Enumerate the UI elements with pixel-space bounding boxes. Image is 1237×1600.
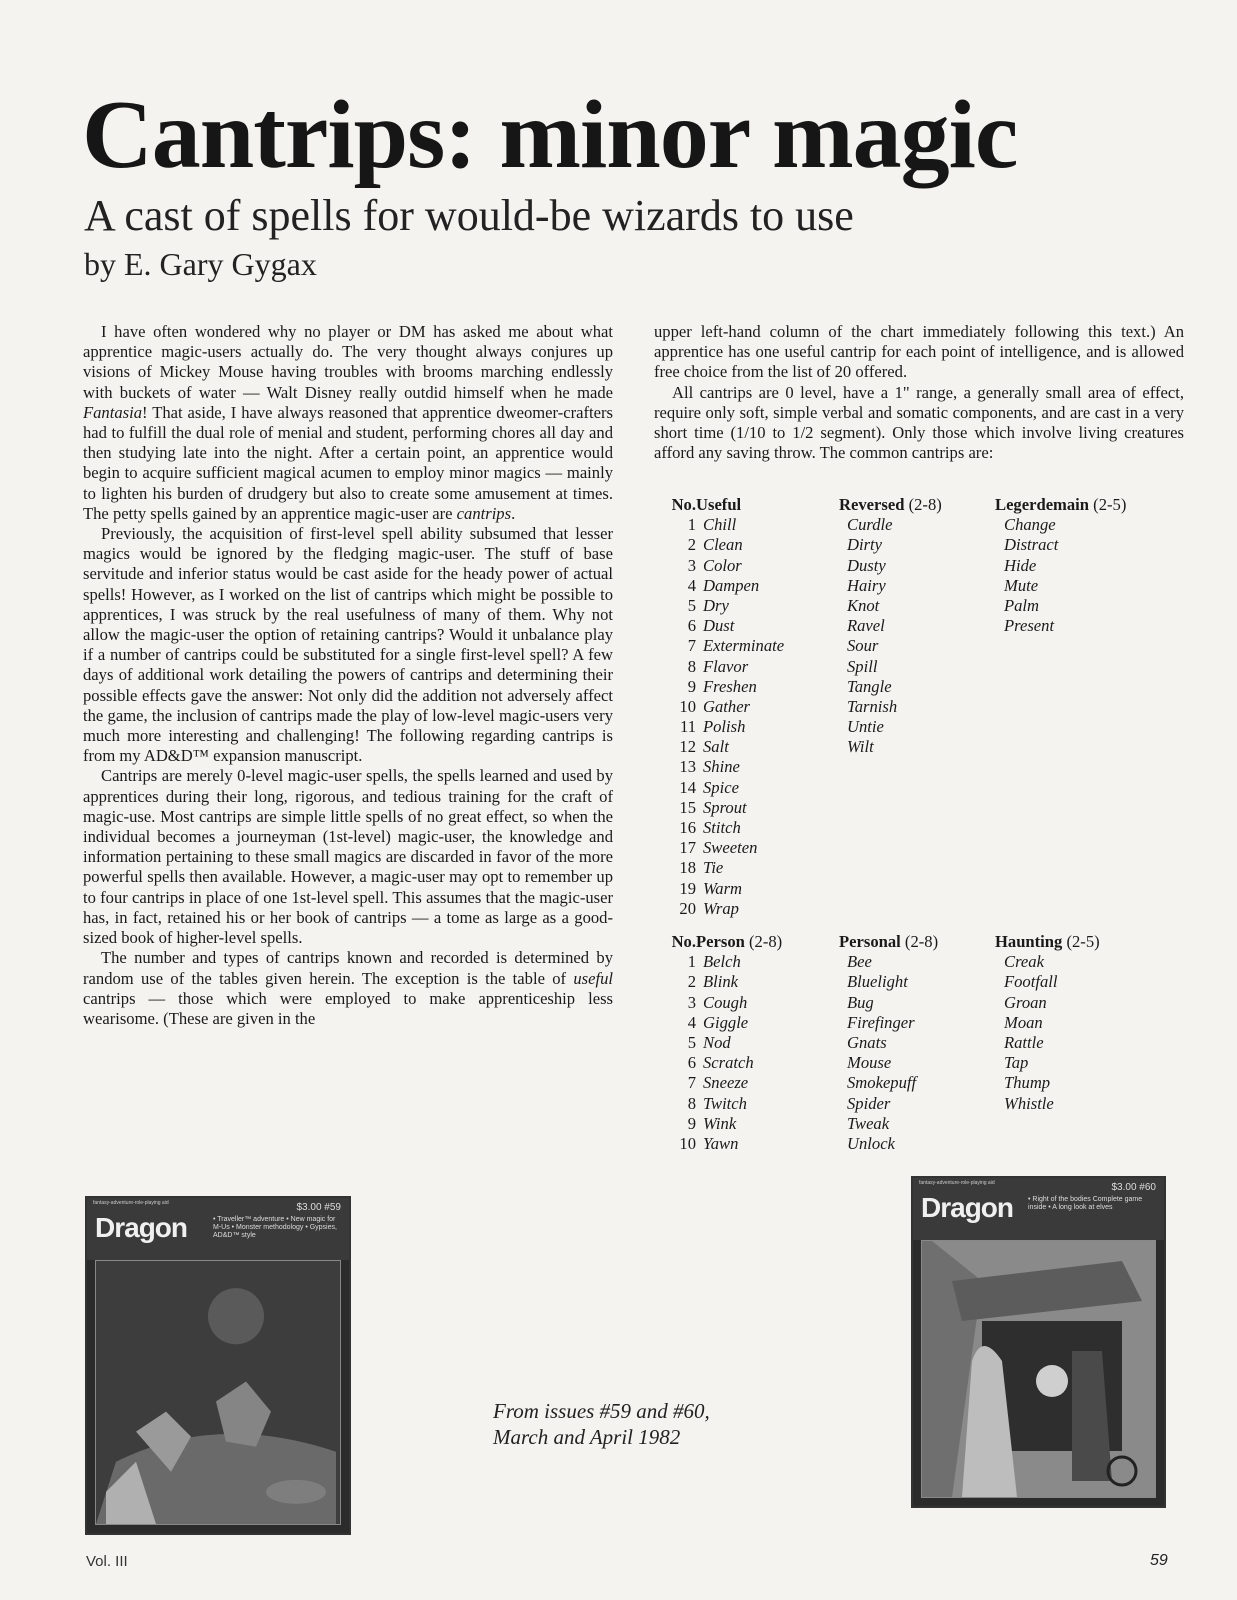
cantrip-col-3: Hide (1004, 555, 1037, 575)
cantrip-col-1: Nod (703, 1032, 731, 1052)
cantrip-col-2: Knot (847, 595, 880, 615)
magazine-cover-60 (911, 1176, 1166, 1508)
cantrip-col-1: Sweeten (703, 838, 758, 858)
header-haunting (995, 932, 1100, 952)
cantrip-col-2: Gnats (847, 1032, 887, 1052)
cantrip-table-useful (656, 495, 1186, 919)
cantrip-col-2: Hairy (847, 575, 886, 595)
cantrip-col-2: Dirty (847, 535, 883, 555)
cantrip-col-2: Mouse (847, 1053, 892, 1073)
table-row (656, 1073, 1186, 1093)
cantrip-col-1: Color (703, 555, 742, 575)
cantrip-col-3: Change (1004, 515, 1056, 535)
row-number: 5 (687, 1032, 696, 1052)
cover-price: $3.00 #60 (1111, 1182, 1156, 1193)
right-column (654, 322, 1184, 463)
cover-price: $3.00 #59 (296, 1202, 341, 1213)
cantrip-col-3: Distract (1004, 535, 1059, 555)
header-personal-range: (2-8) (904, 932, 939, 951)
row-number: 2 (687, 972, 696, 992)
cover-blurb: • Right of the bodies Complete game inside • A long look at elves (1028, 1196, 1143, 1211)
row-number: 13 (679, 757, 696, 777)
volume-label: Vol. III (86, 1553, 128, 1570)
header-haunting-range: (2-5) (1066, 932, 1100, 951)
cantrip-col-3: Rattle (1004, 1032, 1044, 1052)
cantrip-col-3: Creak (1004, 952, 1044, 972)
cantrip-col-3: Moan (1004, 1012, 1043, 1032)
header-reversed (839, 495, 942, 515)
article-title: Cantrips: minor magic (82, 81, 1018, 189)
cover-illustration (921, 1240, 1156, 1498)
cover-illustration (95, 1260, 341, 1525)
header-person-range: (2-8) (749, 932, 783, 951)
table-row (656, 535, 1186, 555)
table-row (656, 757, 1186, 777)
row-number: 20 (679, 898, 696, 918)
cantrip-col-1: Chill (703, 515, 737, 535)
header-personal-label: Personal (839, 932, 901, 951)
cantrip-col-1: Sneeze (703, 1073, 749, 1093)
table-row (656, 899, 1186, 919)
cantrip-col-1: Clean (703, 535, 743, 555)
row-number: 9 (687, 1113, 696, 1133)
cantrip-col-1: Twitch (703, 1093, 747, 1113)
row-number: 16 (679, 818, 696, 837)
row-number: 3 (687, 555, 696, 575)
row-number: 4 (687, 1012, 696, 1032)
cantrip-col-1: Wrap (703, 898, 739, 918)
paragraph-1 (83, 322, 613, 524)
header-personal (839, 932, 938, 952)
cantrip-col-1: Dampen (703, 575, 760, 595)
table-row (656, 515, 1186, 535)
table-row (656, 636, 1186, 656)
cantrip-col-2: Spill (847, 656, 878, 676)
text-run: I have often wondered why no player or DM has asked me about what apprentice magic-users actually do. The very thought always conjures up visions of Mickey Mouse having troubles with brooms marching endlessly with buckets of water — Walt Disney really outdid himself when he made (83, 322, 613, 402)
header-legerdemain-range: (2-5) (1093, 495, 1127, 514)
cantrip-col-2: Wilt (847, 737, 874, 757)
cover-tagline: fantasy-adventure-role-playing aid (919, 1180, 995, 1186)
cantrip-col-1: Dry (703, 595, 729, 615)
cantrip-col-1: Scratch (703, 1053, 754, 1073)
paragraph-6: All cantrips are 0 level, have a 1" range, a generally small area of effect, require only soft, simple verbal and somatic components, and are cast in a very short time (1/10 to 1/2 segment). Only those which involve living creatures afford any saving throw. The common cantrips are: (654, 382, 1184, 463)
row-number: 10 (679, 696, 696, 716)
text-run: ! That aside, I have always reasoned that apprentice dweomer-crafters had to fulfill the dual role of menial and student, performing chores all day and then studying late into the night. After a certain point, an apprentice would begin to acquire sufficient magical acumen to employ minor magics — mainly to lighten his burden of drudgery but also to create some amusement at times. The petty spells gained by an apprentice magic-user are (83, 402, 613, 523)
row-number: 5 (687, 595, 696, 615)
table-row (656, 556, 1186, 576)
row-number: 3 (687, 992, 696, 1012)
cantrip-col-1: Tie (703, 858, 724, 878)
row-number: 2 (687, 535, 696, 555)
table-row (656, 697, 1186, 717)
cantrip-col-1: Flavor (703, 656, 749, 676)
table-row (656, 1013, 1186, 1033)
caption-line-1: From issues #59 and #60, (493, 1399, 710, 1423)
header-legerdemain-label: Legerdemain (995, 495, 1090, 514)
cantrip-col-2: Bug (847, 992, 874, 1012)
cantrip-col-1: Stitch (703, 818, 741, 837)
wizards-scene-art (922, 1241, 1155, 1497)
cantrip-col-1: Freshen (703, 676, 757, 696)
row-number: 10 (679, 1133, 696, 1153)
row-number: 6 (687, 616, 696, 636)
cantrip-col-1: Yawn (703, 1133, 739, 1153)
cantrip-col-2: Ravel (847, 616, 885, 636)
cantrip-col-1: Giggle (703, 1012, 749, 1032)
text-run: cantrips — those which were employed to make apprenticeship less wearisome. (These are given in the (83, 988, 613, 1028)
article-subtitle: A cast of spells for would-be wizards to use (84, 191, 854, 240)
dragon-logo: Dragon (95, 1212, 187, 1243)
table-row (656, 778, 1186, 798)
row-number: 17 (679, 838, 696, 858)
cantrip-col-3: Footfall (1004, 972, 1058, 992)
row-number: 19 (679, 878, 696, 898)
paragraph-4 (83, 948, 613, 1029)
issue-caption (493, 1398, 710, 1450)
table-row (656, 952, 1186, 972)
paragraph-5: upper left-hand column of the chart immediately following this text.) An apprentice has one useful cantrip for each point of intelligence, and is allowed free choice from the list of 20 offered. (654, 322, 1184, 382)
header-person-label: Person (696, 932, 745, 951)
cantrip-col-2: Smokepuff (847, 1073, 917, 1093)
table-row (656, 657, 1186, 677)
cantrip-col-2: Firefinger (847, 1012, 915, 1032)
space-battle-art (96, 1261, 340, 1524)
table-row (656, 838, 1186, 858)
table-row (656, 596, 1186, 616)
text-run: The number and types of cantrips known and recorded is determined by random use of the tables given herein. The exception is the table of (83, 948, 613, 988)
table-row (656, 677, 1186, 697)
header-reversed-label: Reversed (839, 495, 905, 514)
cantrip-col-3: Groan (1004, 992, 1047, 1012)
emphasis-fantasia: Fantasia (83, 402, 143, 422)
cantrip-col-3: Thump (1004, 1073, 1051, 1093)
row-number: 1 (687, 515, 696, 535)
header-no: No. (671, 932, 696, 951)
cantrip-col-2: Bluelight (847, 972, 908, 992)
cantrip-col-2: Tangle (847, 676, 892, 696)
table-header (656, 932, 1186, 952)
header-useful: Useful (696, 495, 742, 514)
table-row (656, 1033, 1186, 1053)
row-number: 18 (679, 858, 696, 878)
table-row (656, 818, 1186, 838)
page-number: 59 (1150, 1552, 1168, 1569)
row-number: 14 (679, 777, 696, 797)
table-row (656, 737, 1186, 757)
header-no: No. (671, 495, 696, 514)
row-number: 1 (687, 952, 696, 972)
table-row (656, 798, 1186, 818)
cantrip-col-1: Salt (703, 737, 729, 757)
table-body (656, 952, 1186, 1154)
cantrip-table-person (656, 932, 1186, 1154)
cantrip-col-2: Untie (847, 717, 884, 737)
cantrip-col-1: Spice (703, 777, 739, 797)
cantrip-col-2: Tarnish (847, 696, 898, 716)
table-row (656, 972, 1186, 992)
text-run: . (511, 503, 516, 523)
emphasis-useful: useful (573, 968, 613, 988)
cantrip-col-2: Sour (847, 636, 879, 656)
paragraph-2: Previously, the acquisition of first-level spell ability subsumed that lesser magics would be ignored by the fledging magic-user. The stuff of base servitude and inferior status would be cast aside for the heady power of actual spells! However, as I worked on the list of cantrips which might be possible to apprentices, I was struck by the real usefulness of many of them. Why not allow the magic-user the option of retaining cantrips? Would it unbalance play if a number of cantrips could be substituted for a single first-level spell? A few days of additional work detailing the powers of cantrips and determining their possible effects gave the answer: Not only did the addition not adversely affect the game, the inclusion of cantrips made the play of low-level magic-users very much more interesting and challenging! The following regarding cantrips is from my AD&D™ expansion manuscript. (83, 524, 613, 766)
table-row (656, 1094, 1186, 1114)
cantrip-col-2: Curdle (847, 515, 893, 535)
cantrip-col-1: Wink (703, 1113, 737, 1133)
cantrip-col-1: Warm (703, 878, 743, 898)
row-number: 9 (687, 676, 696, 696)
left-column (83, 322, 613, 1029)
table-body (656, 515, 1186, 919)
cantrip-col-2: Unlock (847, 1133, 895, 1153)
table-row (656, 576, 1186, 596)
row-number: 12 (679, 737, 696, 757)
row-number: 8 (687, 1093, 696, 1113)
cover-tagline: fantasy-adventure-role-playing aid (93, 1200, 169, 1206)
row-number: 15 (679, 797, 696, 817)
cantrip-col-3: Palm (1004, 595, 1040, 615)
table-row (656, 879, 1186, 899)
cantrip-col-1: Blink (703, 972, 739, 992)
table-row (656, 616, 1186, 636)
cantrip-col-1: Polish (703, 717, 746, 737)
table-row (656, 993, 1186, 1013)
header-reversed-range: (2-8) (908, 495, 942, 514)
cantrip-col-3: Tap (1004, 1053, 1029, 1073)
cover-blurb: • Traveller™ adventure • New magic for M-Us • Monster methodology • Gypsies, AD&D™ style (213, 1216, 337, 1239)
table-row (656, 858, 1186, 878)
cantrip-col-2: Bee (847, 952, 872, 972)
row-number: 7 (687, 1073, 696, 1093)
caption-line-2: March and April 1982 (493, 1425, 681, 1449)
paragraph-3: Cantrips are merely 0-level magic-user spells, the spells learned and used by apprentices during their long, rigorous, and tedious training for the craft of magic-use. Most cantrips are simple little spells of no great effect, so when the individual becomes a journeyman (1st-level) magic-user, the knowledge and information pertaining to these small magics are discarded in favor of the more powerful spells then available. However, a magic-user may opt to remember up to four cantrips in place of one 1st-level spell. This assumes that the magic-user has, in fact, retained his or her book of cantrips — a tome as large as a good-sized book of higher-level spells. (83, 766, 613, 948)
row-number: 7 (687, 636, 696, 656)
cantrip-col-2: Dusty (847, 555, 886, 575)
byline: by E. Gary Gygax (84, 246, 317, 282)
emphasis-cantrips: cantrips (456, 503, 512, 523)
row-number: 8 (687, 656, 696, 676)
table-row (656, 1134, 1186, 1154)
table-row (656, 1053, 1186, 1073)
table-row (656, 1114, 1186, 1134)
table-header (656, 495, 1186, 515)
cantrip-col-2: Tweak (847, 1113, 890, 1133)
cantrip-col-1: Shine (703, 757, 740, 777)
header-legerdemain (995, 495, 1126, 515)
magazine-cover-59 (85, 1196, 351, 1535)
cantrip-col-1: Exterminate (703, 636, 785, 656)
table-row (656, 717, 1186, 737)
row-number: 11 (680, 717, 696, 737)
cantrip-col-1: Cough (703, 992, 748, 1012)
cantrip-col-1: Dust (703, 616, 735, 636)
cantrip-col-1: Sprout (703, 797, 747, 817)
cantrip-col-1: Gather (703, 696, 751, 716)
row-number: 4 (687, 575, 696, 595)
cantrip-col-3: Mute (1004, 575, 1039, 595)
header-person (696, 932, 782, 952)
dragon-logo: Dragon (921, 1192, 1013, 1223)
header-haunting-label: Haunting (995, 932, 1063, 951)
cantrip-col-1: Belch (703, 952, 741, 972)
cantrip-col-2: Spider (847, 1093, 891, 1113)
cantrip-col-3: Present (1004, 616, 1055, 636)
cantrip-col-3: Whistle (1004, 1093, 1054, 1113)
row-number: 6 (687, 1053, 696, 1073)
